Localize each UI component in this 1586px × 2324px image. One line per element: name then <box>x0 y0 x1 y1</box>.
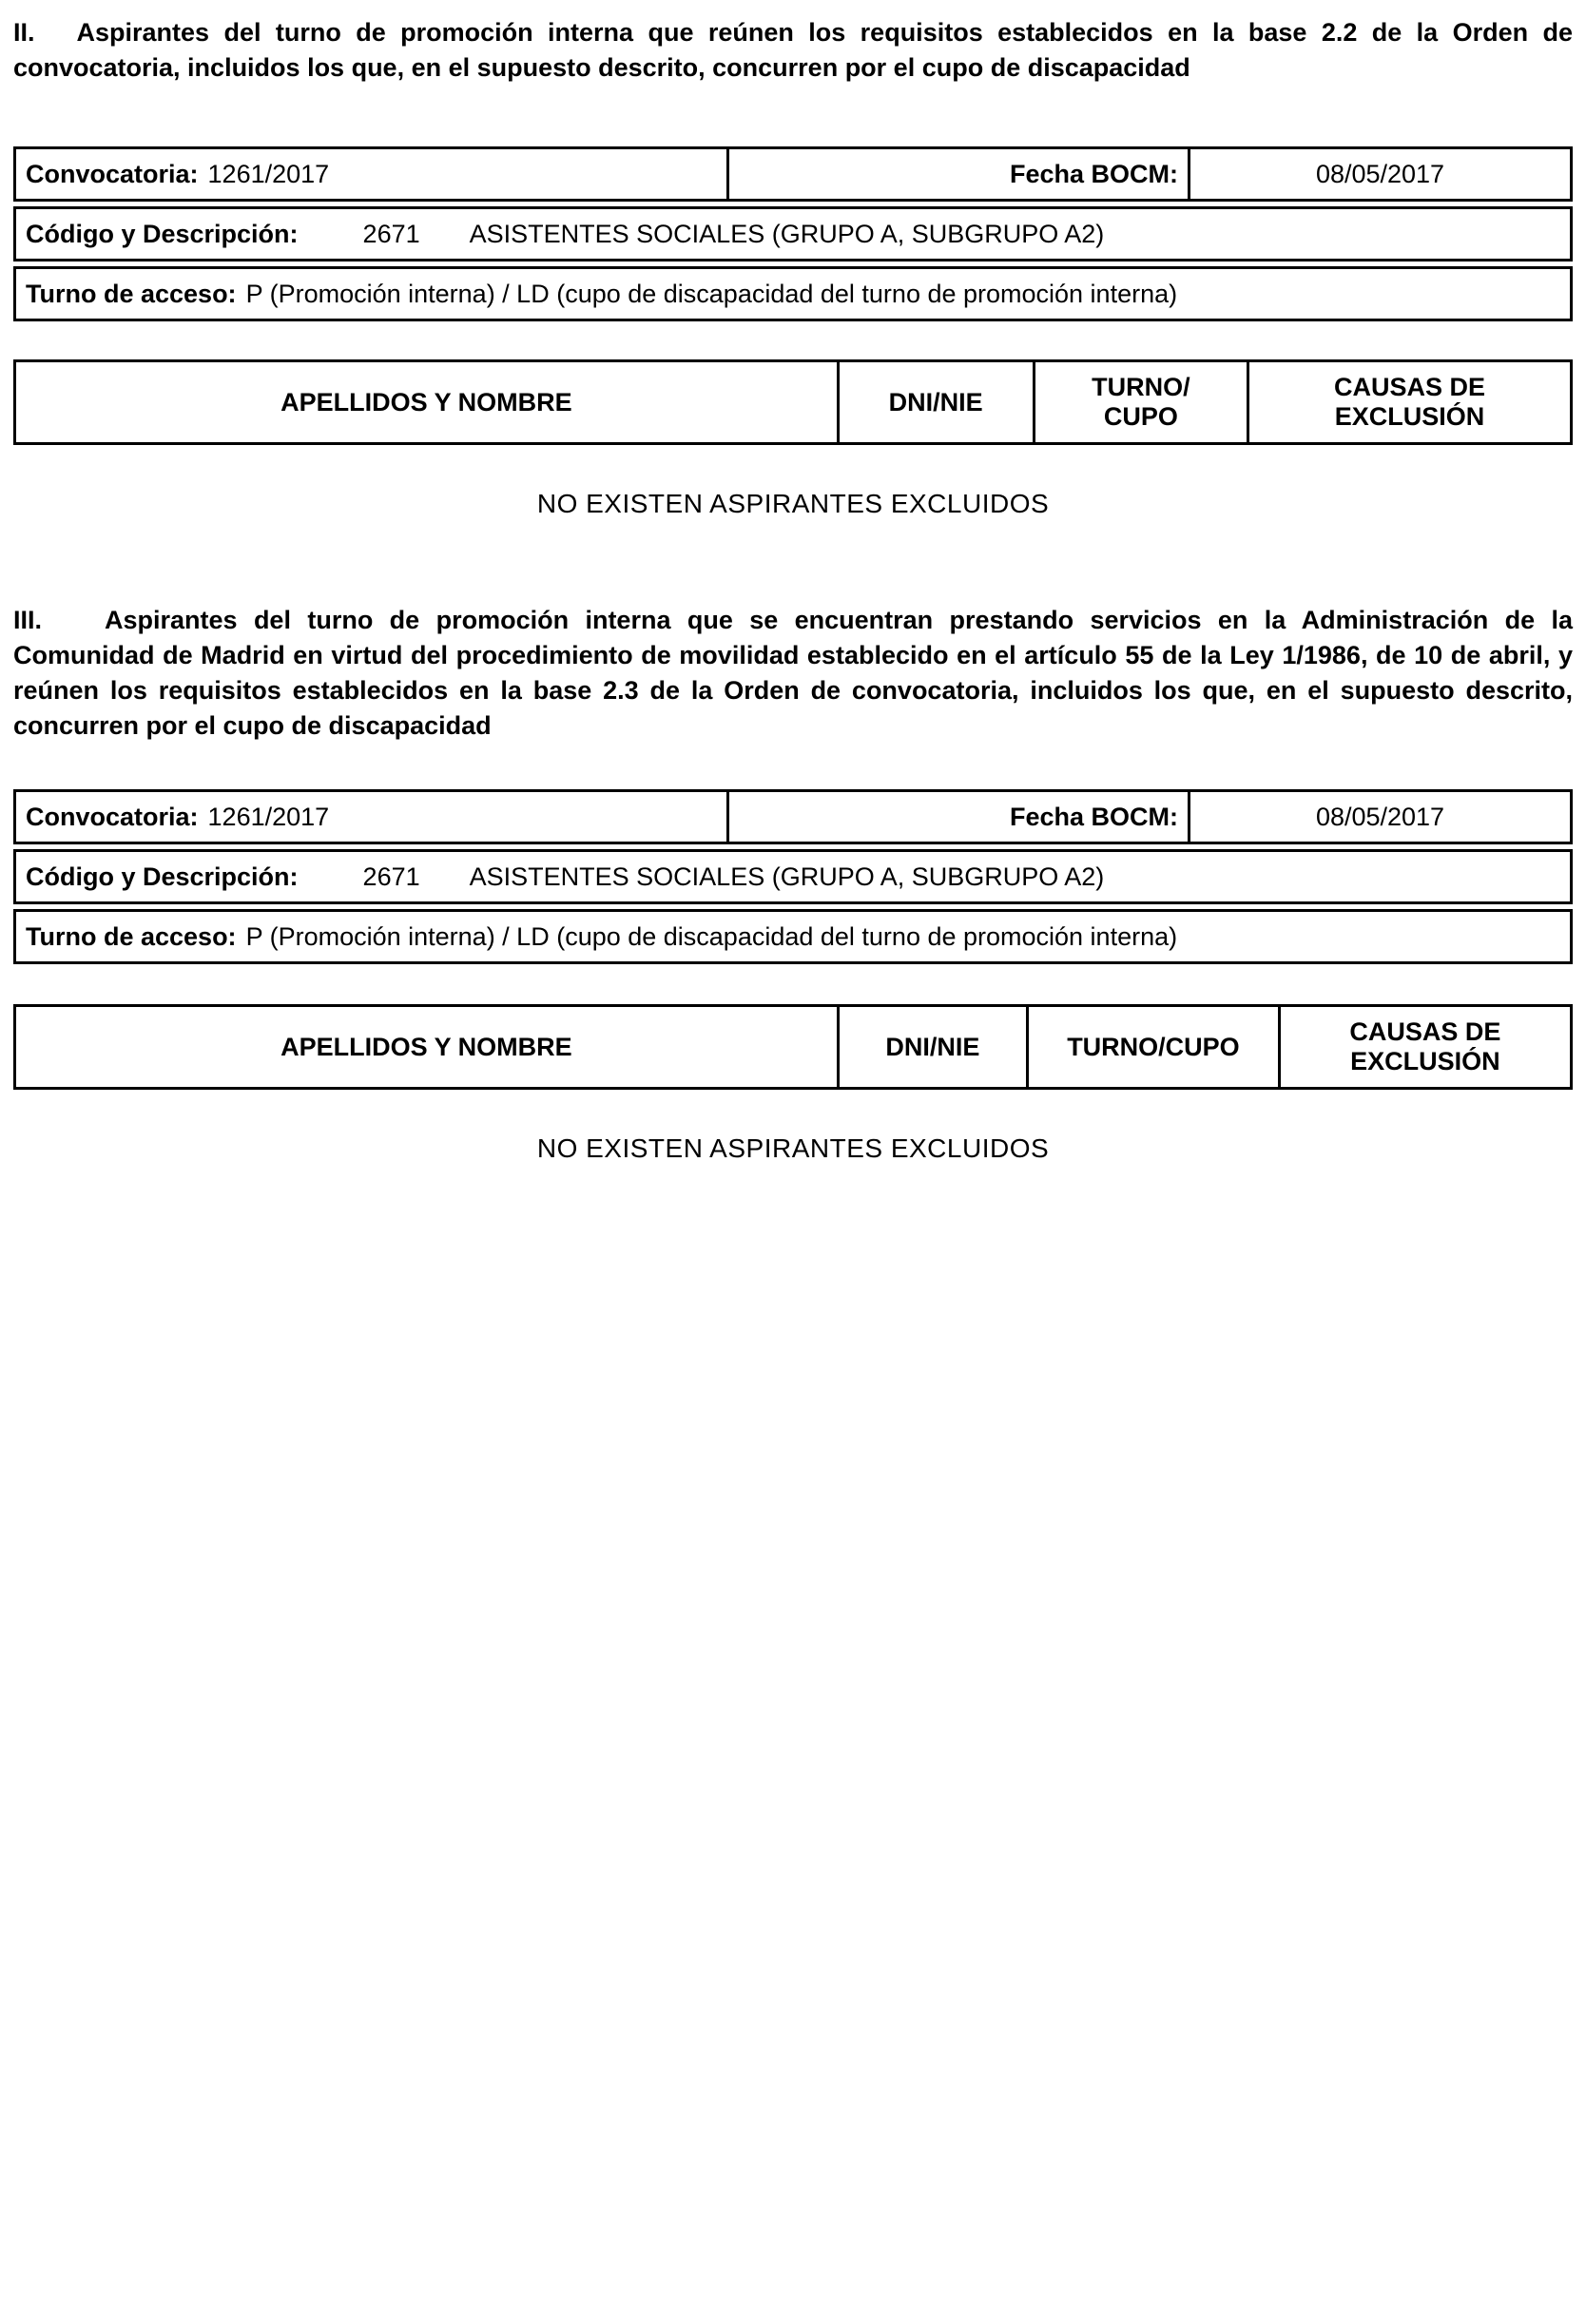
turno-value: P (Promoción interna) / LD (cupo de discapacidad del turno de promoción interna) <box>245 921 1178 951</box>
section-ii-empty-message: NO EXISTEN ASPIRANTES EXCLUIDOS <box>536 489 1050 518</box>
col-header-dni-text: DNI/NIE <box>885 1032 980 1061</box>
fecha-bocm-value-cell <box>1188 149 1570 199</box>
col-header-apellidos-text: APELLIDOS Y NOMBRE <box>280 1032 572 1061</box>
col-header-causas <box>1278 1007 1570 1087</box>
col-header-apellidos-text: APELLIDOS Y NOMBRE <box>280 387 572 416</box>
fecha-bocm-value: 08/05/2017 <box>1315 159 1445 188</box>
col-header-dni-text: DNI/NIE <box>888 387 983 416</box>
section-ii-results-table-header <box>13 359 1573 445</box>
section-ii-info-table <box>13 146 1573 321</box>
turno-cell <box>16 269 1570 319</box>
col-header-turno <box>1033 362 1247 442</box>
col-header-dni <box>837 362 1033 442</box>
col-header-dni <box>837 1007 1026 1087</box>
section-ii-heading <box>13 15 1573 86</box>
col-header-causas-line2: EXCLUSIÓN <box>1350 1047 1500 1075</box>
convocatoria-label: Convocatoria: <box>26 802 199 831</box>
col-header-turno-line1: TURNO/ <box>1092 373 1190 401</box>
fecha-bocm-label-cell <box>726 792 1188 842</box>
convocatoria-cell <box>16 792 726 842</box>
col-header-apellidos <box>16 362 837 442</box>
descripcion-value: ASISTENTES SOCIALES (GRUPO A, SUBGRUPO A2) <box>469 862 1105 891</box>
section-iii-heading <box>13 603 1573 744</box>
info-row-convocatoria <box>13 146 1573 202</box>
col-header-causas <box>1247 362 1570 442</box>
section-iii-empty-message: NO EXISTEN ASPIRANTES EXCLUIDOS <box>536 1133 1050 1163</box>
col-header-causas-line1: CAUSAS DE <box>1334 373 1486 401</box>
col-header-turno-line2: CUPO <box>1103 402 1178 431</box>
fecha-bocm-label: Fecha BOCM: <box>1010 159 1179 188</box>
convocatoria-cell <box>16 149 726 199</box>
codigo-value: 2671 <box>362 862 420 891</box>
section-ii-heading-text: Aspirantes del turno de promoción interna que reúnen los requisitos establecidos en la base 2.2 de la Orden de convocatoria, incluidos los que, en el supuesto descrito, concurren por el cupo de discapacidad <box>13 18 1573 82</box>
codigo-cell <box>16 852 1570 901</box>
convocatoria-label: Convocatoria: <box>26 159 199 188</box>
fecha-bocm-value-cell <box>1188 792 1570 842</box>
col-header-turno-text: TURNO/CUPO <box>1067 1032 1240 1061</box>
col-header-causas-line1: CAUSAS DE <box>1349 1017 1501 1046</box>
codigo-label: Código y Descripción: <box>26 219 299 248</box>
section-iii-heading-text: Aspirantes del turno de promoción interna que se encuentran prestando servicios en la Administración de la Comunidad de Madrid en virtud del procedimiento de movilidad establecido en el artículo 55 de la Ley 1/1986, de 10 de abril, y reúnen los requisitos establecidos en la base 2.3 de la Orden de convocatoria, incluidos los que, en el supuesto descrito, concurren por el cupo de discapacidad <box>13 606 1573 740</box>
section-ii-number: II. <box>13 18 35 47</box>
descripcion-value: ASISTENTES SOCIALES (GRUPO A, SUBGRUPO A2) <box>469 219 1105 248</box>
info-row-codigo <box>13 849 1573 904</box>
section-iii-number: III. <box>13 606 43 634</box>
turno-cell <box>16 912 1570 961</box>
codigo-value: 2671 <box>362 219 420 248</box>
section-iii-results-table-header <box>13 1004 1573 1090</box>
turno-label: Turno de acceso: <box>26 921 237 951</box>
info-row-turno <box>13 266 1573 321</box>
section-iii-info-table <box>13 789 1573 964</box>
convocatoria-value: 1261/2017 <box>207 802 330 831</box>
col-header-apellidos <box>16 1007 837 1087</box>
col-header-turno <box>1026 1007 1278 1087</box>
codigo-label: Código y Descripción: <box>26 862 299 891</box>
info-row-turno <box>13 909 1573 964</box>
fecha-bocm-label: Fecha BOCM: <box>1010 802 1179 831</box>
turno-label: Turno de acceso: <box>26 279 237 308</box>
fecha-bocm-label-cell <box>726 149 1188 199</box>
convocatoria-value: 1261/2017 <box>207 159 330 188</box>
codigo-cell <box>16 209 1570 259</box>
info-row-codigo <box>13 206 1573 261</box>
col-header-causas-line2: EXCLUSIÓN <box>1334 402 1485 431</box>
info-row-convocatoria <box>13 789 1573 844</box>
fecha-bocm-value: 08/05/2017 <box>1315 802 1445 831</box>
turno-value: P (Promoción interna) / LD (cupo de discapacidad del turno de promoción interna) <box>245 279 1178 308</box>
